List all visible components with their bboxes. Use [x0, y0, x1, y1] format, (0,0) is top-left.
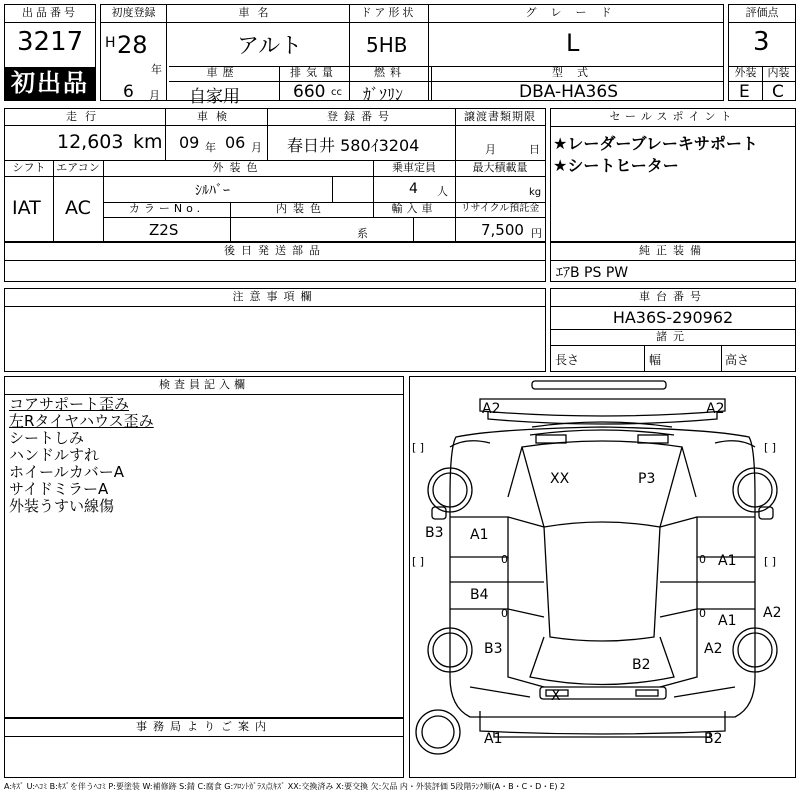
inspector-line: 左Rタイヤハウス歪み: [9, 412, 154, 430]
genuine-box: [550, 242, 796, 282]
inspector-line: ホイールカバーA: [9, 463, 124, 481]
recycle-amount: 7,500: [481, 221, 524, 239]
dims-title: 諸元: [656, 330, 690, 343]
vehicle-info-table: [4, 108, 546, 242]
inspector-line: コアサポート歪み: [9, 395, 130, 413]
score-block: [728, 4, 796, 101]
recycle-label: リサイクル預託金: [460, 203, 540, 214]
lot-label: 出品番号: [5, 5, 95, 23]
office-box: [4, 718, 404, 778]
transfer-day-unit: 日: [529, 143, 540, 156]
grade: L: [566, 29, 580, 57]
car-name-label: 車名: [238, 6, 277, 19]
load-label: 最大積載量: [472, 161, 528, 174]
seats-unit: 人: [437, 185, 448, 198]
later-parts-box: [4, 242, 546, 282]
month-unit: 月: [149, 89, 160, 102]
damage-mark: XX: [550, 471, 570, 487]
sales-point-item: ★レーダーブレーキサポート: [553, 134, 758, 153]
car-name: アルト: [237, 34, 303, 59]
notes-box: [4, 288, 546, 372]
chassis-number: HA36S-290962: [612, 308, 734, 327]
recycle-unit: 円: [531, 227, 542, 240]
displacement-label: 排気量: [290, 66, 338, 79]
dims-width: 幅: [649, 353, 662, 367]
damage-mark: [ ]: [412, 555, 425, 568]
int-color-unit: 系: [357, 227, 368, 240]
history: 自家用: [189, 87, 240, 107]
later-parts-title: 後日発送部品: [5, 243, 545, 261]
exterior-label: 外装: [734, 66, 757, 79]
inspector-line: サイドミラーA: [9, 480, 109, 498]
lot-block: [4, 4, 96, 101]
office-title: 事務局よりご案内: [5, 719, 403, 737]
color-no-label: カラーNo.: [128, 202, 205, 215]
fuel-label: 燃料: [374, 66, 406, 79]
insp-year: 09: [179, 133, 200, 152]
inspector-lines: [9, 396, 154, 515]
sales-points-title: セールスポイント: [551, 109, 795, 127]
damage-mark: A2: [704, 641, 723, 657]
damage-mark: A1: [718, 613, 737, 629]
mileage-label: 走行: [66, 110, 104, 123]
chassis-title: 車台番号: [551, 289, 795, 307]
damage-mark: A1: [484, 731, 503, 747]
damage-mark: B4: [470, 587, 489, 603]
ac-label: エアコン: [56, 161, 100, 174]
inspector-title: 検査員記入欄: [5, 377, 403, 395]
model-label: 型式: [552, 66, 602, 79]
history-label: 車歴: [206, 66, 239, 79]
damage-mark: A2: [706, 401, 725, 417]
notes-title: 注意事項欄: [5, 289, 545, 307]
insp-month: 06: [225, 133, 246, 152]
damage-mark: 0: [699, 553, 706, 566]
inspector-line: 外装うすい線傷: [9, 497, 115, 515]
insp-year-unit: 年: [205, 141, 216, 154]
int-color-label: 内装色: [276, 202, 327, 215]
header-table: [100, 4, 724, 107]
damage-mark: A1: [718, 553, 737, 569]
grade-label: グレード: [525, 6, 626, 19]
reg-year: 28: [117, 31, 148, 59]
ext-color: ｼﾙﾊﾞｰ: [195, 183, 230, 199]
shift: IAT: [12, 197, 41, 219]
damage-mark: P3: [638, 471, 656, 487]
damage-mark: [ ]: [412, 441, 425, 454]
seats: 4: [409, 181, 418, 197]
ac: AC: [65, 197, 91, 219]
damage-mark: A1: [470, 527, 489, 543]
inspection-label: 車検: [197, 110, 235, 123]
genuine-title: 純正装備: [551, 243, 795, 261]
score-label: 評価点: [745, 6, 779, 19]
displacement-unit: cc: [331, 87, 342, 98]
seats-label: 乗車定員: [392, 161, 436, 174]
fuel: ｶﾞｿﾘﾝ: [363, 85, 404, 104]
legend: A:ｷｽﾞ U:ﾍｺﾐ B:ｷｽﾞを伴うﾍｺﾐ P:要塗装 W:補修跡 S:錆 C:腐食 G:ﾌﾛﾝﾄｶﾞﾗｽ点ｷｽﾞ XX:交換済み X:要交換 欠:欠品 内・外装評価 5段階ﾗﾝｸ順(A・B・C・D・E) 2: [4, 782, 566, 791]
exterior-grade: E: [739, 82, 750, 102]
sales-point-item: ★シートヒーター: [553, 156, 679, 175]
damage-mark: A2: [482, 401, 501, 417]
mileage-unit: km: [133, 131, 163, 153]
score: 3: [753, 27, 770, 57]
displacement: 660: [293, 82, 326, 102]
damage-mark: B3: [484, 641, 503, 657]
color-no: Z2S: [149, 221, 179, 239]
inspector-box: [4, 376, 404, 718]
shift-label: シフト: [12, 161, 46, 174]
first-listing-badge: 初出品: [5, 67, 95, 100]
plate-number: 春日井 580ｲ3204: [287, 136, 420, 155]
transfer-label: 譲渡書類期限: [464, 110, 536, 123]
dims-length: 長さ: [555, 353, 580, 367]
first-reg-label: 初度登録: [111, 6, 156, 19]
import-label: 輸入車: [391, 202, 437, 215]
genuine-equipment: ｴｱB PS PW: [556, 265, 629, 281]
damage-mark: 0: [501, 607, 508, 620]
ext-color-label: 外装色: [212, 161, 264, 174]
year-unit: 年: [151, 63, 162, 76]
car-outline: [410, 377, 795, 777]
damage-mark: B2: [632, 657, 651, 673]
inspector-line: ハンドルすれ: [9, 446, 100, 464]
damage-mark: B2: [704, 731, 723, 747]
sales-points-box: [550, 108, 796, 242]
damage-mark: 0: [699, 607, 706, 620]
damage-mark: [ ]: [764, 555, 777, 568]
plate-label: 登録番号: [327, 110, 395, 123]
load-unit: kg: [529, 187, 542, 198]
damage-mark: 0: [501, 553, 508, 566]
model: DBA-HA36S: [519, 82, 618, 102]
damage-mark: X: [551, 688, 561, 704]
interior-grade: C: [772, 82, 784, 102]
damage-mark: A2: [763, 605, 782, 621]
insp-month-unit: 月: [251, 141, 262, 154]
dims-height: 高さ: [725, 353, 750, 367]
door-type: 5HB: [366, 33, 408, 57]
damage-mark: B3: [425, 525, 444, 541]
chassis-box: [550, 288, 796, 372]
interior-label: 内装: [767, 66, 790, 79]
reg-month: 6: [123, 82, 134, 102]
mileage: 12,603: [57, 131, 124, 153]
inspector-line: シートしみ: [9, 429, 85, 447]
lot-number: 3217: [17, 27, 84, 57]
car-diagram: [409, 376, 796, 778]
door-label: ドア形状: [360, 6, 417, 19]
era: H: [105, 35, 116, 51]
damage-mark: [ ]: [764, 441, 777, 454]
transfer-month-unit: 月: [485, 143, 496, 156]
